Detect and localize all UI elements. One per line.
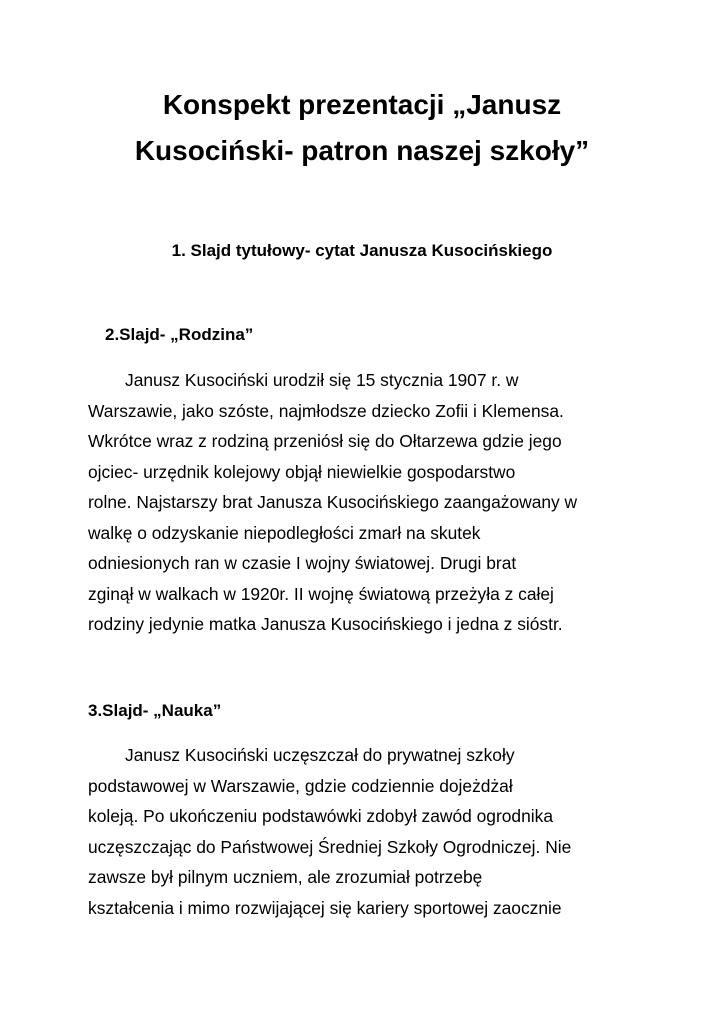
paragraph-line: Janusz Kusociński urodził się 15 stycznia 1907 r. w bbox=[125, 370, 519, 390]
paragraph-line: zawsze był pilnym uczniem, ale zrozumiał potrzebę bbox=[88, 867, 483, 887]
paragraph-line: rodziny jedynie matka Janusza Kusocińskiego i jedna z sióstr. bbox=[88, 614, 563, 634]
paragraph-line: podstawowej w Warszawie, gdzie codziennie dojeżdżał bbox=[88, 775, 513, 796]
paragraph-line: Warszawie, jako szóste, najmłodsze dziecko Zofii i Klemensa. bbox=[88, 400, 564, 421]
paragraph-line: Janusz Kusociński uczęszczał do prywatnej szkoły bbox=[125, 745, 515, 765]
paragraph-line: rolne. Najstarszy brat Janusza Kusocińskiego zaangażowany w bbox=[88, 492, 578, 512]
paragraph-line: ojciec- urzędnik kolejowy objął niewielkie gospodarstwo bbox=[88, 461, 516, 482]
slide3-paragraph bbox=[88, 740, 648, 923]
slide3-heading: 3.Slajd- „Nauka” bbox=[88, 701, 222, 720]
paragraph-line: koleją. Po ukończeniu podstawówki zdobył zawód ogrodnika bbox=[88, 806, 553, 826]
paragraph-line: odniesionych ran w czasie I wojny światowej. Drugi brat bbox=[88, 553, 517, 573]
paragraph-line: uczęszczając do Państwowej Średniej Szkoły Ogrodniczej. Nie bbox=[88, 836, 572, 857]
paragraph-line: zginął w walkach w 1920r. II wojnę światową przeżyła z całej bbox=[88, 583, 554, 604]
title-line: Kusociński- patron naszej szkoły” bbox=[134, 135, 590, 166]
slide1-heading: 1. Slajd tytułowy- cytat Janusza Kusocińskiego bbox=[171, 241, 553, 260]
slide2-heading: 2.Slajd- „Rodzina” bbox=[105, 325, 254, 344]
document-title bbox=[60, 82, 664, 174]
title-line: Konspekt prezentacji „Janusz bbox=[162, 89, 562, 120]
paragraph-line: kształcenia i mimo rozwijającej się kariery sportowej zaocznie bbox=[88, 897, 562, 918]
slide2-paragraph bbox=[88, 365, 648, 640]
paragraph-line: Wkrótce wraz z rodziną przeniósł się do Ołtarzewa gdzie jego bbox=[88, 431, 562, 451]
paragraph-line: walkę o odzyskanie niepodległości zmarł na skutek bbox=[88, 522, 481, 543]
